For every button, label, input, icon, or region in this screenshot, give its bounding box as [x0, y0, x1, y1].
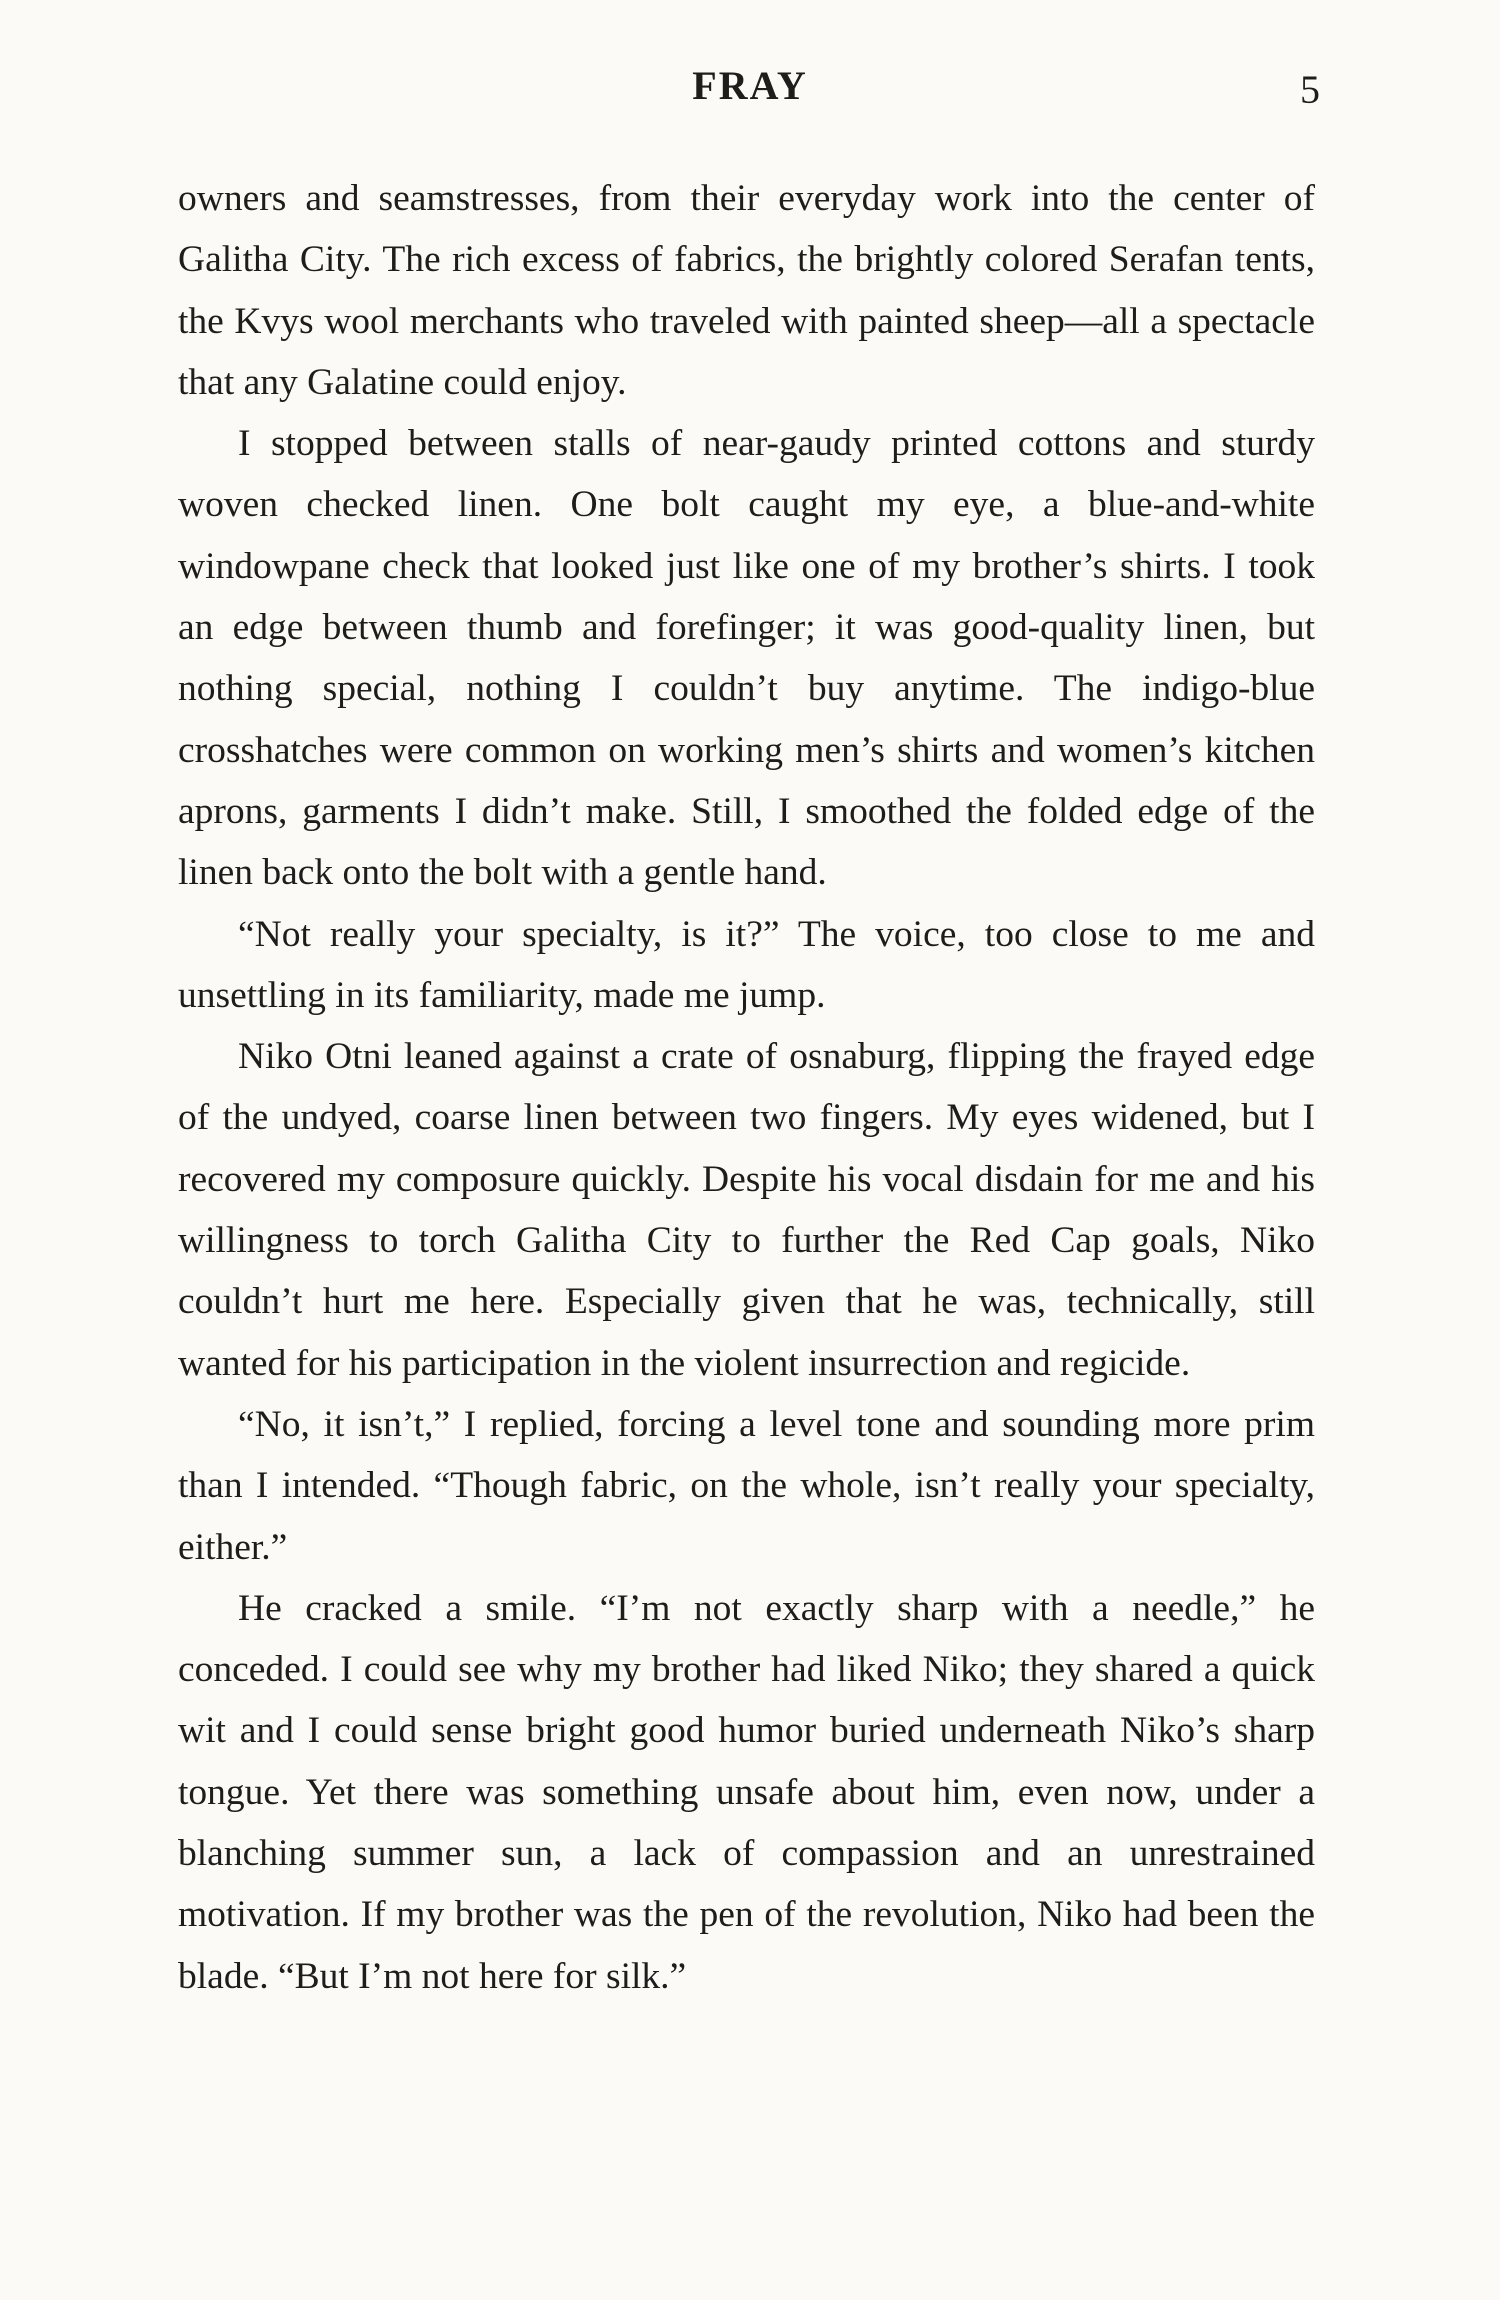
body-text — [178, 168, 1315, 2007]
paragraph-5: “No, it isn’t,” I replied, forcing a level tone and sounding more prim than I intended. “Though fabric, on the whole, isn’t really your specialty, either.” — [178, 1403, 1315, 1568]
paragraph-3: “Not really your specialty, is it?” The voice, too close to me and unsettling in its familiarity, made me jump. — [178, 913, 1315, 1016]
paragraph-2: I stopped between stalls of near-gaudy printed cottons and sturdy woven checked linen. One bolt caught my eye, a blue-and-white windowpane check that looked just like one of my brother’s shirts. I took an edge between thumb and forefinger; it was good-quality linen, but nothing special, nothing I couldn’t buy anytime. The indigo-blue crosshatches were common on working men’s shirts and women’s kitchen aprons, garments I didn’t make. Still, I smoothed the folded edge of the linen back onto the bolt with a gentle hand. — [178, 423, 1315, 894]
running-head — [0, 62, 1500, 122]
book-title: FRAY — [692, 63, 808, 108]
page-number: 5 — [1300, 67, 1320, 112]
paragraph-4: Niko Otni leaned against a crate of osnaburg, flipping the frayed edge of the undyed, coarse linen between two fingers. My eyes widened, but I recovered my composure quickly. Despite his vocal disdain for me and his willingness to torch Galitha City to further the Red Cap goals, Niko couldn’t hurt me here. Especially given that he was, technically, still wanted for his participation in the violent insurrection and regicide. — [178, 1036, 1315, 1384]
paragraph-1: owners and seamstresses, from their everyday work into the center of Galitha City. The rich excess of fabrics, the brightly colored Serafan tents, the Kvys wool merchants who traveled with painted sheep—all a spectacle that any Galatine could enjoy. — [178, 178, 1315, 403]
paragraph-6: He cracked a smile. “I’m not exactly sharp with a needle,” he conceded. I could see why my brother had liked Niko; they shared a quick wit and I could sense bright good humor buried underneath Niko’s sharp tongue. Yet there was something unsafe about him, even now, under a blanching summer sun, a lack of compassion and an unrestrained motivation. If my brother was the pen of the revolution, Niko had been the blade. “But I’m not here for silk.” — [178, 1587, 1315, 1997]
